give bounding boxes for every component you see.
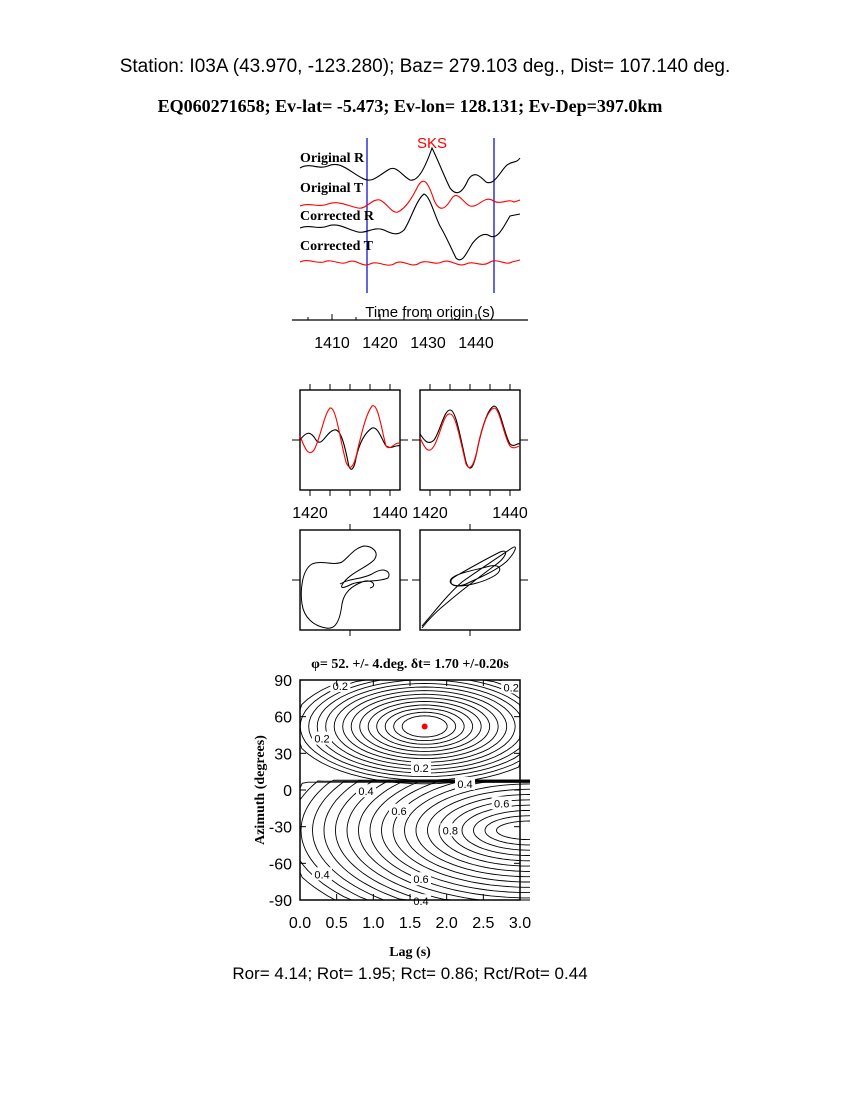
grid-x-label: Lag (s) bbox=[389, 945, 431, 960]
panel-tick-label: 1440 bbox=[492, 505, 528, 522]
contour-label: 0.2 bbox=[503, 682, 519, 695]
particle-panel-corrected bbox=[412, 524, 528, 636]
panel-tick-label: 1420 bbox=[412, 505, 448, 522]
grid-y-tick-label: -90 bbox=[268, 893, 292, 910]
overlay-ticks-corrected bbox=[412, 384, 528, 522]
trace-label-corrected-t: Corrected T bbox=[300, 239, 373, 254]
contour-line bbox=[485, 816, 530, 845]
time-tick-label: 1440 bbox=[458, 335, 494, 352]
contour-label: 0.2 bbox=[332, 681, 348, 694]
contour-label: 0.4 bbox=[358, 786, 374, 799]
summary-stats: Ror= 4.14; Rot= 1.95; Rct= 0.86; Rct/Rot= 0.44 bbox=[232, 964, 588, 983]
grid-x-tick-label: 2.5 bbox=[472, 915, 495, 932]
contour-lines bbox=[300, 680, 530, 900]
overlay-frame-corrected bbox=[420, 390, 520, 490]
contour-label: 0.2 bbox=[413, 763, 429, 775]
grid-y-tick-label: -30 bbox=[268, 819, 292, 837]
event-info: EQ060271658; Ev-lat= -5.473; Ev-lon= 128.131; Ev-Dep=397.0km bbox=[157, 96, 663, 116]
time-tick-label: 1420 bbox=[362, 335, 398, 352]
particle-panel-original bbox=[292, 524, 408, 636]
time-axis-label: Time from origin (s) bbox=[365, 304, 495, 321]
grid-x-tick-label: 2.0 bbox=[435, 915, 458, 932]
contour-label: 0.6 bbox=[391, 805, 407, 818]
contour-label: 0.8 bbox=[442, 825, 458, 838]
grid-y-tick-label: 60 bbox=[274, 709, 292, 727]
particle-curve-corrected bbox=[422, 547, 515, 628]
grid-x-tick-label: 1.0 bbox=[362, 915, 385, 932]
energy-grid-panel bbox=[253, 657, 531, 960]
contour-label: 0.6 bbox=[494, 798, 510, 811]
contour-label: 0.4 bbox=[457, 778, 473, 791]
overlay-panel-corrected bbox=[412, 384, 528, 522]
particle-frame-corrected bbox=[420, 530, 520, 630]
grid-y-tick-label: 90 bbox=[274, 673, 292, 690]
overlay-curve-black-corrected bbox=[420, 406, 520, 468]
contour-label: 0.4 bbox=[413, 896, 429, 909]
contour-line bbox=[497, 821, 531, 840]
grid-y-label: Azimuth (degrees) bbox=[253, 735, 268, 845]
grid-x-tick-label: 3.0 bbox=[508, 915, 532, 932]
contour-label: 0.2 bbox=[314, 733, 330, 746]
trace-label-original-r: Original R bbox=[300, 151, 365, 166]
contour-label: 0.6 bbox=[413, 874, 429, 887]
overlay-panel-original bbox=[292, 384, 408, 522]
panel-tick-label: 1440 bbox=[372, 505, 408, 522]
best-fit-marker bbox=[422, 723, 428, 729]
grid-x-tick-label: 0.5 bbox=[325, 915, 348, 932]
particle-curve-original bbox=[301, 546, 389, 628]
time-tick-label: 1410 bbox=[314, 335, 350, 352]
station-info: Station: I03A (43.970, -123.280); Baz= 279.103 deg., Dist= 107.140 deg. bbox=[119, 56, 731, 77]
panel-tick-label: 1420 bbox=[292, 505, 328, 522]
grid-y-tick-label: -60 bbox=[268, 856, 292, 874]
grid-x-tick-label: 1.5 bbox=[398, 915, 422, 932]
trace-corrected-t bbox=[300, 260, 520, 265]
trace-label-original-t: Original T bbox=[300, 181, 364, 196]
overlay-curve-red-original bbox=[300, 406, 400, 468]
waveform-panel bbox=[292, 135, 528, 352]
time-tick-label: 1430 bbox=[410, 335, 446, 352]
trace-label-corrected-r: Corrected R bbox=[300, 209, 374, 224]
contour-label: 0.4 bbox=[314, 869, 330, 882]
grid-y-tick-label: 0 bbox=[283, 783, 292, 800]
grid-y-tick-label: 30 bbox=[274, 746, 292, 764]
grid-title: φ= 52. +/- 4.deg. δt= 1.70 +/-0.20s bbox=[311, 657, 509, 672]
grid-x-tick-label: 0.0 bbox=[288, 915, 312, 932]
phase-label: SKS bbox=[416, 135, 448, 152]
